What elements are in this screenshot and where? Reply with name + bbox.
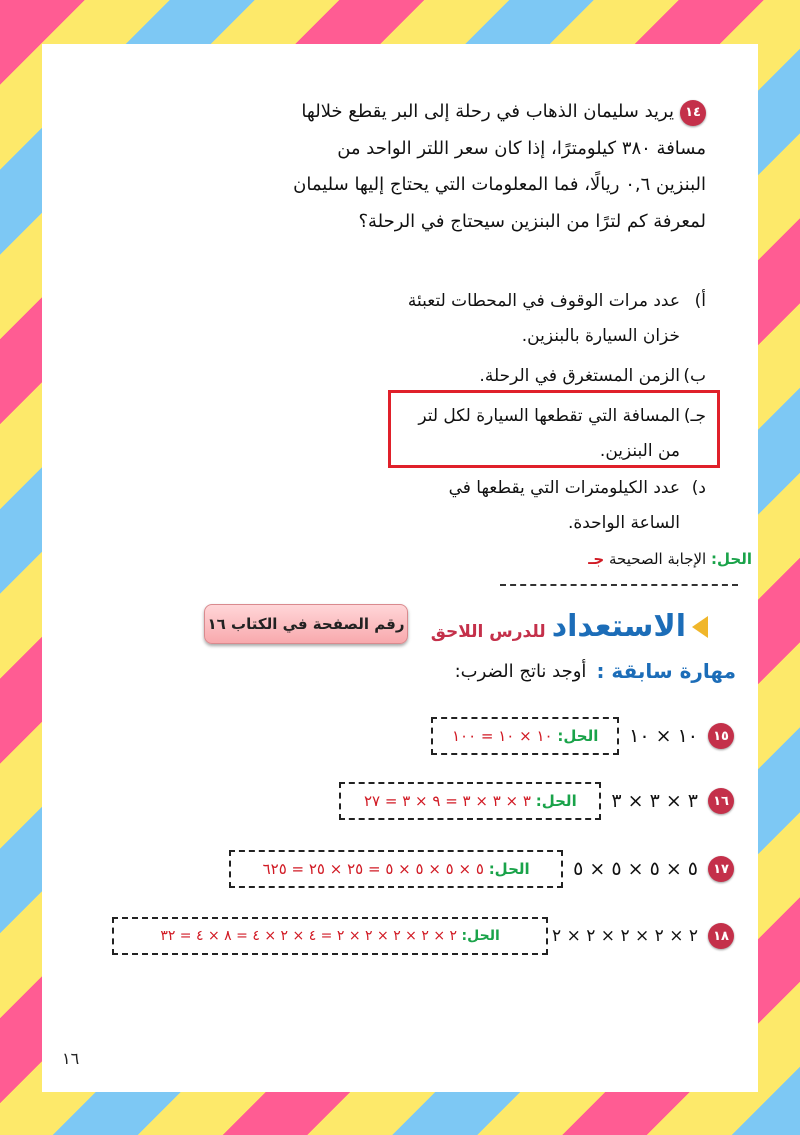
solution-label: الحل: xyxy=(557,727,599,745)
problem-number-badge: ١٨ xyxy=(708,923,734,949)
option-text: عدد مرات الوقوف في المحطات لتعبئة خزان السيارة بالبنزين. xyxy=(407,291,680,346)
book-page-reference: رقم الصفحة في الكتاب ١٦ xyxy=(204,604,408,644)
solution-value: ٣ × ٣ × ٣ = ٩ × ٣ = ٢٧ xyxy=(363,792,531,810)
worksheet-page xyxy=(42,44,758,1092)
problem-18 xyxy=(112,917,734,955)
solution-text: الإجابة الصحيحة xyxy=(609,550,707,568)
section-divider xyxy=(500,584,738,586)
option-letter: د) xyxy=(691,478,706,498)
solution-label: الحل: xyxy=(461,928,500,944)
problem-17 xyxy=(229,850,734,888)
solution-value: ١٠ × ١٠ = ١٠٠ xyxy=(451,727,553,745)
solution-letter: جـ xyxy=(588,550,605,568)
option-letter: ب) xyxy=(683,366,706,386)
preparation-header xyxy=(431,609,708,644)
problem-16 xyxy=(339,782,734,820)
skill-instruction: أوجد ناتج الضرب: xyxy=(454,660,587,682)
solution-box xyxy=(229,850,563,888)
problem-number-badge: ١٥ xyxy=(708,723,734,749)
page-number: ١٦ xyxy=(62,1049,80,1068)
option-b xyxy=(396,359,706,394)
problem-expression: ٣ × ٣ × ٣ xyxy=(611,790,698,812)
solution-label: الحل: xyxy=(535,792,577,810)
skill-label: مهارة سابقة : xyxy=(596,659,736,683)
solution-label: الحل: xyxy=(488,860,530,878)
solution-box xyxy=(112,917,548,955)
option-a xyxy=(396,284,706,354)
option-letter: أ) xyxy=(694,291,706,311)
problem-expression: ٥ × ٥ × ٥ × ٥ xyxy=(573,858,698,880)
prior-skill-row xyxy=(455,659,736,683)
question-14-solution xyxy=(588,550,752,568)
solution-box xyxy=(339,782,601,820)
option-text: عدد الكيلومترات التي يقطعها في الساعة الواحدة. xyxy=(448,478,680,533)
option-text: المسافة التي تقطعها السيارة لكل لتر من البنزين. xyxy=(418,406,680,461)
triangle-arrow-icon xyxy=(692,616,708,638)
option-d xyxy=(396,471,706,541)
solution-box xyxy=(431,717,619,755)
preparation-title: الاستعداد xyxy=(551,609,686,644)
option-text: الزمن المستغرق في الرحلة. xyxy=(479,366,680,386)
solution-label: الحل: xyxy=(711,550,752,568)
solution-value: ٢ × ٢ × ٢ × ٢ × ٢ = ٤ × ٢ × ٤ = ٨ × ٤ = ٣٢ xyxy=(160,928,458,944)
problem-expression: ٢ × ٢ × ٢ × ٢ × ٢ xyxy=(552,926,698,946)
option-letter: جـ) xyxy=(683,406,706,426)
preparation-subtitle: للدرس اللاحق xyxy=(430,621,546,642)
solution-value: ٥ × ٥ × ٥ × ٥ = ٢٥ × ٢٥ = ٦٢٥ xyxy=(262,860,484,878)
question-14 xyxy=(286,94,706,240)
problem-number-badge: ١٦ xyxy=(708,788,734,814)
problem-expression: ١٠ × ١٠ xyxy=(629,725,698,747)
problem-15 xyxy=(431,717,734,755)
problem-number-badge: ١٧ xyxy=(708,856,734,882)
question-number-badge: ١٤ xyxy=(680,100,706,126)
correct-answer-highlight xyxy=(388,390,720,468)
question-text: يريد سليمان الذهاب في رحلة إلى البر يقطع خلالها مسافة ٣٨٠ كيلومترًا، إذا كان سعر اللتر الواحد من البنزين ٠,٦ ريالًا، فما المعلومات التي يحتاج إليها سليمان لمعرفة كم لترًا من البنزين سيحتاج في الرحلة؟ xyxy=(293,101,706,232)
